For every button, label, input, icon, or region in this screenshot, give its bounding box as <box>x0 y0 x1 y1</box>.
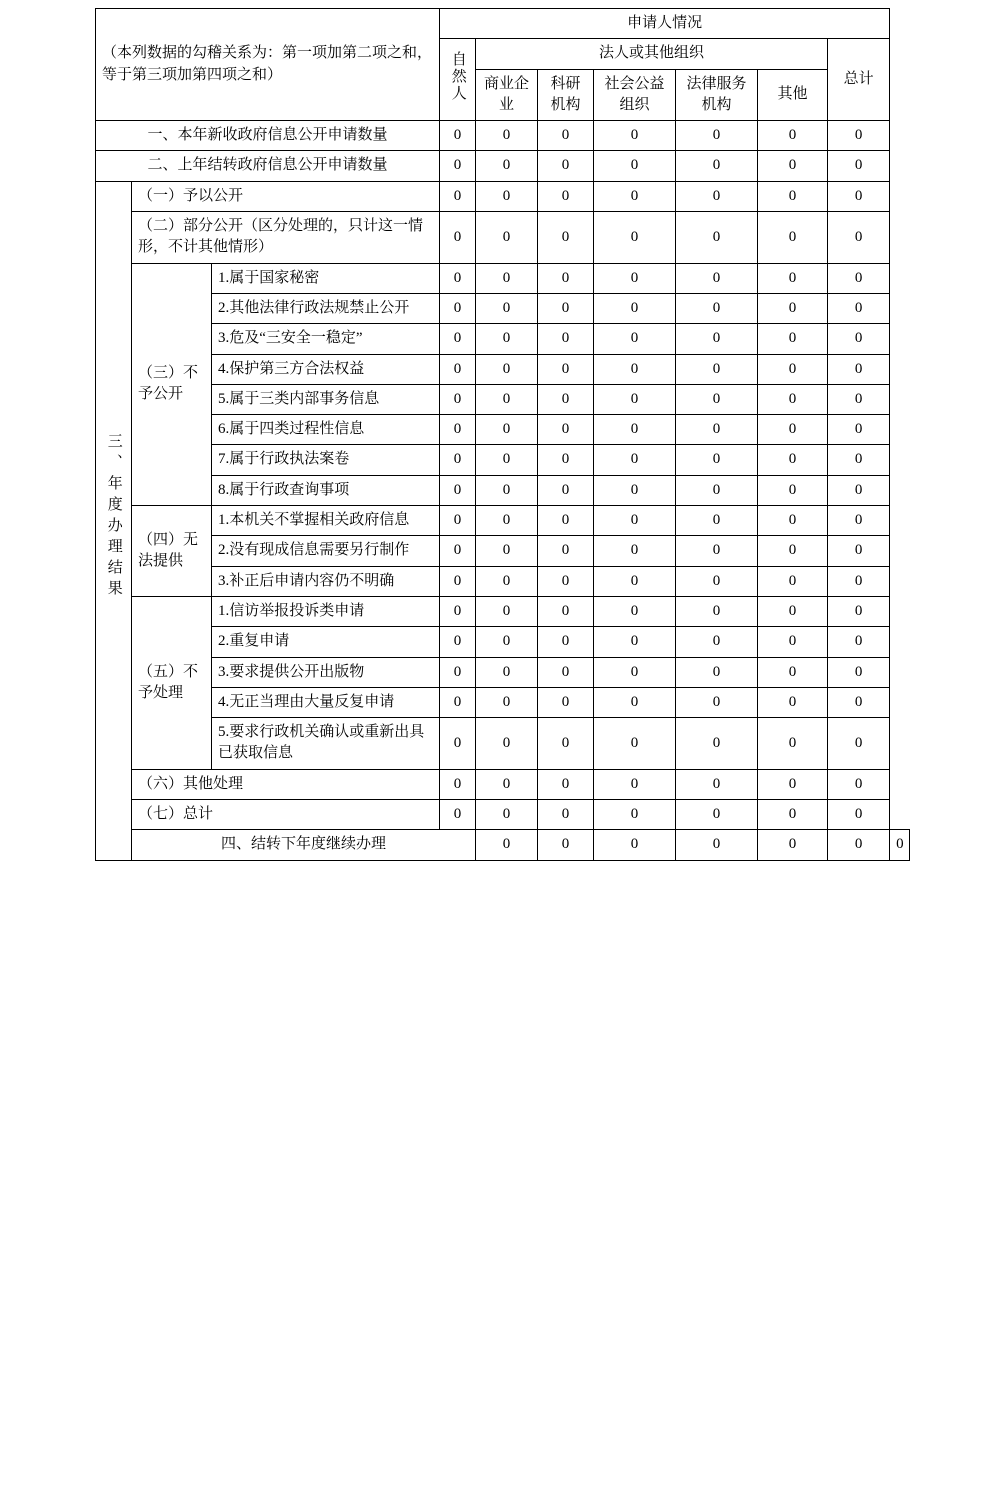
cell-value: 0 <box>440 181 476 211</box>
group-label-4: （四）无法提供 <box>132 506 212 597</box>
header-col-legal-service: 法律服务机构 <box>676 69 758 121</box>
cell-value: 0 <box>538 800 594 830</box>
government-information-disclosure-table <box>95 8 910 861</box>
cell-value: 0 <box>828 506 890 536</box>
cell-value: 0 <box>676 212 758 264</box>
cell-value: 0 <box>758 475 828 505</box>
cell-value: 0 <box>538 627 594 657</box>
cell-value: 0 <box>538 354 594 384</box>
table-row <box>96 151 910 181</box>
item-label-3-3: 3.危及“三安全一稳定” <box>212 324 440 354</box>
cell-value: 0 <box>476 596 538 626</box>
table-row <box>96 354 910 384</box>
cell-value: 0 <box>676 415 758 445</box>
cell-value: 0 <box>440 506 476 536</box>
cell-value: 0 <box>594 718 676 770</box>
table-row <box>96 657 910 687</box>
cell-value: 0 <box>440 657 476 687</box>
cell-value: 0 <box>828 263 890 293</box>
item-label-3-5: 5.属于三类内部事务信息 <box>212 384 440 414</box>
cell-value: 0 <box>476 415 538 445</box>
cell-value: 0 <box>758 687 828 717</box>
cell-value: 0 <box>538 718 594 770</box>
cell-value: 0 <box>676 324 758 354</box>
cell-value: 0 <box>538 212 594 264</box>
item-label-5-2: 2.重复申请 <box>212 627 440 657</box>
cell-value: 0 <box>676 181 758 211</box>
cell-value: 0 <box>440 718 476 770</box>
cell-value: 0 <box>758 830 828 860</box>
cell-value: 0 <box>828 627 890 657</box>
cell-value: 0 <box>476 212 538 264</box>
cell-value: 0 <box>440 121 476 151</box>
item-label-3-6: 6.属于四类过程性信息 <box>212 415 440 445</box>
cell-value: 0 <box>476 800 538 830</box>
cell-value: 0 <box>758 769 828 799</box>
cell-value: 0 <box>676 151 758 181</box>
cell-value: 0 <box>758 800 828 830</box>
cell-value: 0 <box>440 596 476 626</box>
cell-value: 0 <box>758 324 828 354</box>
table-row <box>96 506 910 536</box>
table-row <box>96 263 910 293</box>
cell-value: 0 <box>538 415 594 445</box>
cell-value: 0 <box>440 151 476 181</box>
cell-value: 0 <box>538 596 594 626</box>
cell-value: 0 <box>538 263 594 293</box>
cell-value: 0 <box>828 687 890 717</box>
cell-value: 0 <box>676 566 758 596</box>
table-row <box>96 769 910 799</box>
header-row-1 <box>96 9 910 39</box>
cell-value: 0 <box>758 506 828 536</box>
cell-value: 0 <box>476 151 538 181</box>
cell-value: 0 <box>476 830 538 860</box>
cell-value: 0 <box>676 536 758 566</box>
header-col-research: 科研机构 <box>538 69 594 121</box>
cell-value: 0 <box>476 354 538 384</box>
cell-value: 0 <box>476 263 538 293</box>
table-row <box>96 415 910 445</box>
cell-value: 0 <box>758 596 828 626</box>
cell-value: 0 <box>758 151 828 181</box>
cell-value: 0 <box>440 800 476 830</box>
row-label-section4: 四、结转下年度继续办理 <box>132 830 476 860</box>
cell-value: 0 <box>594 800 676 830</box>
group-label-7: （七）总计 <box>132 800 440 830</box>
cell-value: 0 <box>828 121 890 151</box>
cell-value: 0 <box>440 263 476 293</box>
cell-value: 0 <box>828 596 890 626</box>
cell-value: 0 <box>758 566 828 596</box>
cell-value: 0 <box>594 830 676 860</box>
item-label-5-3: 3.要求提供公开出版物 <box>212 657 440 687</box>
cell-value: 0 <box>828 718 890 770</box>
cell-value: 0 <box>594 212 676 264</box>
cell-value: 0 <box>758 718 828 770</box>
cell-value: 0 <box>676 384 758 414</box>
cell-value: 0 <box>594 151 676 181</box>
document-page <box>0 8 1000 1487</box>
group-label-3: （三）不予公开 <box>132 263 212 505</box>
header-col-other: 其他 <box>758 69 828 121</box>
group-label-6: （六）其他处理 <box>132 769 440 799</box>
group-label-5: （五）不予处理 <box>132 596 212 769</box>
cell-value: 0 <box>538 324 594 354</box>
table-row <box>96 566 910 596</box>
item-label-4-1: 1.本机关不掌握相关政府信息 <box>212 506 440 536</box>
cell-value: 0 <box>476 657 538 687</box>
cell-value: 0 <box>758 415 828 445</box>
cell-value: 0 <box>758 121 828 151</box>
cell-value: 0 <box>538 687 594 717</box>
cell-value: 0 <box>828 354 890 384</box>
cell-value: 0 <box>758 354 828 384</box>
cell-value: 0 <box>476 769 538 799</box>
cell-value: 0 <box>676 121 758 151</box>
cell-value: 0 <box>538 536 594 566</box>
cell-value: 0 <box>538 181 594 211</box>
cell-value: 0 <box>828 800 890 830</box>
cell-value: 0 <box>676 596 758 626</box>
cell-value: 0 <box>476 475 538 505</box>
cell-value: 0 <box>890 830 910 860</box>
row-label-section1: 一、本年新收政府信息公开申请数量 <box>96 121 440 151</box>
cell-value: 0 <box>758 445 828 475</box>
table-row <box>96 293 910 323</box>
cell-value: 0 <box>828 830 890 860</box>
cell-value: 0 <box>538 566 594 596</box>
row-label-section2: 二、上年结转政府信息公开申请数量 <box>96 151 440 181</box>
cell-value: 0 <box>440 475 476 505</box>
cell-value: 0 <box>758 627 828 657</box>
cell-value: 0 <box>476 687 538 717</box>
cell-value: 0 <box>594 769 676 799</box>
item-label-3-2: 2.其他法律行政法规禁止公开 <box>212 293 440 323</box>
row-label-section3: 三、年度办理结果 <box>96 181 132 860</box>
cell-value: 0 <box>828 212 890 264</box>
header-col-business: 商业企业 <box>476 69 538 121</box>
cell-value: 0 <box>538 151 594 181</box>
cell-value: 0 <box>476 121 538 151</box>
header-col-social: 社会公益组织 <box>594 69 676 121</box>
cell-value: 0 <box>594 475 676 505</box>
cell-value: 0 <box>828 293 890 323</box>
cell-value: 0 <box>440 687 476 717</box>
cell-value: 0 <box>476 536 538 566</box>
group-label-1: （一）予以公开 <box>132 181 440 211</box>
cell-value: 0 <box>828 324 890 354</box>
cell-value: 0 <box>440 324 476 354</box>
cell-value: 0 <box>676 657 758 687</box>
cell-value: 0 <box>594 657 676 687</box>
cell-value: 0 <box>538 657 594 687</box>
table-row <box>96 536 910 566</box>
cell-value: 0 <box>828 475 890 505</box>
table-row <box>96 596 910 626</box>
cell-value: 0 <box>594 687 676 717</box>
cell-value: 0 <box>538 769 594 799</box>
table-row <box>96 475 910 505</box>
cell-value: 0 <box>440 445 476 475</box>
cell-value: 0 <box>758 212 828 264</box>
cell-value: 0 <box>594 627 676 657</box>
cell-value: 0 <box>476 445 538 475</box>
cell-value: 0 <box>828 415 890 445</box>
cell-value: 0 <box>828 384 890 414</box>
cell-value: 0 <box>594 415 676 445</box>
cell-value: 0 <box>538 830 594 860</box>
item-label-5-1: 1.信访举报投诉类申请 <box>212 596 440 626</box>
cell-value: 0 <box>828 769 890 799</box>
item-label-4-2: 2.没有现成信息需要另行制作 <box>212 536 440 566</box>
cell-value: 0 <box>828 445 890 475</box>
table-row <box>96 830 910 860</box>
cell-value: 0 <box>676 830 758 860</box>
cell-value: 0 <box>538 506 594 536</box>
cell-value: 0 <box>476 293 538 323</box>
table-note: （本列数据的勾稽关系为：第一项加第二项之和，等于第三项加第四项之和） <box>96 9 440 121</box>
cell-value: 0 <box>828 151 890 181</box>
cell-value: 0 <box>676 354 758 384</box>
cell-value: 0 <box>476 566 538 596</box>
cell-value: 0 <box>828 181 890 211</box>
cell-value: 0 <box>676 506 758 536</box>
table-row <box>96 718 910 770</box>
cell-value: 0 <box>440 354 476 384</box>
table-row <box>96 687 910 717</box>
cell-value: 0 <box>440 384 476 414</box>
cell-value: 0 <box>594 293 676 323</box>
cell-value: 0 <box>594 596 676 626</box>
cell-value: 0 <box>476 718 538 770</box>
cell-value: 0 <box>594 566 676 596</box>
cell-value: 0 <box>440 566 476 596</box>
table-row <box>96 627 910 657</box>
cell-value: 0 <box>594 121 676 151</box>
item-label-5-5: 5.要求行政机关确认或重新出具已获取信息 <box>212 718 440 770</box>
table-row <box>96 181 910 211</box>
cell-value: 0 <box>758 263 828 293</box>
cell-value: 0 <box>676 293 758 323</box>
cell-value: 0 <box>758 657 828 687</box>
cell-value: 0 <box>440 293 476 323</box>
header-legal-org: 法人或其他组织 <box>476 39 828 69</box>
cell-value: 0 <box>476 384 538 414</box>
item-label-3-7: 7.属于行政执法案卷 <box>212 445 440 475</box>
item-label-3-4: 4.保护第三方合法权益 <box>212 354 440 384</box>
item-label-4-3: 3.补正后申请内容仍不明确 <box>212 566 440 596</box>
cell-value: 0 <box>676 475 758 505</box>
header-total: 总计 <box>828 39 890 121</box>
cell-value: 0 <box>758 384 828 414</box>
cell-value: 0 <box>758 181 828 211</box>
item-label-3-8: 8.属于行政查询事项 <box>212 475 440 505</box>
cell-value: 0 <box>676 718 758 770</box>
cell-value: 0 <box>828 536 890 566</box>
cell-value: 0 <box>828 566 890 596</box>
table-row <box>96 445 910 475</box>
cell-value: 0 <box>594 384 676 414</box>
cell-value: 0 <box>594 506 676 536</box>
item-label-3-1: 1.属于国家秘密 <box>212 263 440 293</box>
table-row <box>96 121 910 151</box>
cell-value: 0 <box>440 536 476 566</box>
cell-value: 0 <box>440 212 476 264</box>
cell-value: 0 <box>538 445 594 475</box>
cell-value: 0 <box>676 263 758 293</box>
cell-value: 0 <box>758 293 828 323</box>
cell-value: 0 <box>440 769 476 799</box>
item-label-5-4: 4.无正当理由大量反复申请 <box>212 687 440 717</box>
cell-value: 0 <box>594 263 676 293</box>
table-row <box>96 384 910 414</box>
cell-value: 0 <box>594 445 676 475</box>
cell-value: 0 <box>828 657 890 687</box>
group-label-2: （二）部分公开（区分处理的，只计这一情形，不计其他情形） <box>132 212 440 264</box>
cell-value: 0 <box>476 506 538 536</box>
cell-value: 0 <box>676 445 758 475</box>
table-row <box>96 324 910 354</box>
cell-value: 0 <box>594 354 676 384</box>
cell-value: 0 <box>538 475 594 505</box>
cell-value: 0 <box>594 324 676 354</box>
table-row <box>96 800 910 830</box>
table-row <box>96 212 910 264</box>
cell-value: 0 <box>676 627 758 657</box>
cell-value: 0 <box>538 293 594 323</box>
cell-value: 0 <box>594 181 676 211</box>
cell-value: 0 <box>476 627 538 657</box>
cell-value: 0 <box>538 384 594 414</box>
cell-value: 0 <box>676 769 758 799</box>
header-applicant: 申请人情况 <box>440 9 890 39</box>
cell-value: 0 <box>676 800 758 830</box>
header-natural-person: 自然人 <box>440 39 476 121</box>
cell-value: 0 <box>538 121 594 151</box>
cell-value: 0 <box>758 536 828 566</box>
cell-value: 0 <box>476 181 538 211</box>
cell-value: 0 <box>676 687 758 717</box>
cell-value: 0 <box>476 324 538 354</box>
cell-value: 0 <box>440 415 476 445</box>
cell-value: 0 <box>440 627 476 657</box>
cell-value: 0 <box>594 536 676 566</box>
